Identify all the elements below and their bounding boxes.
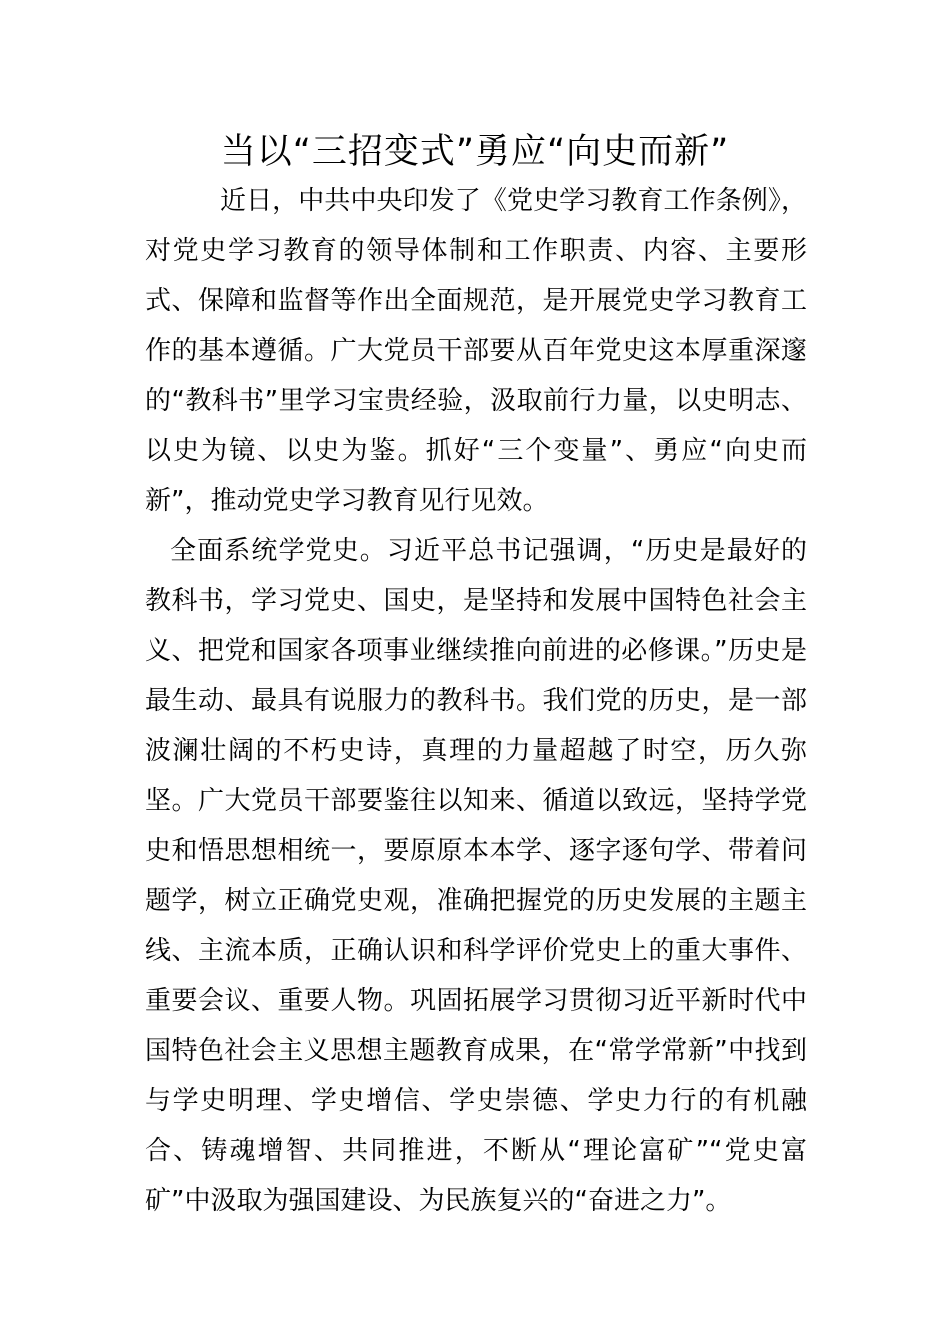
document-title: 当以“三招变式”勇应“向史而新” xyxy=(220,132,730,172)
document-body xyxy=(145,176,807,1226)
paragraph-intro: 近日，中共中央印发了《党史学习教育工作条例》，对党史学习教育的领导体制和工作职责、内容、主要形式、保障和监督等作出全面规范，是开展党史学习教育工作的基本遵循。广大党员干部要从百年党史这本厚重深邃的“教科书”里学习宝贵经验，汲取前行力量，以史明志、以史为镜、以史为鉴。抓好“三个变量”、勇应“向史而新”，推动党史学习教育见行见效。 xyxy=(145,186,807,516)
paragraph-study-party-history: 全面系统学党史。习近平总书记强调，“历史是最好的教科书，学习党史、国史，是坚持和发展中国特色社会主义、把党和国家各项事业继续推向前进的必修课。”历史是最生动、最具有说服力的教科书。我们党的历史，是一部波澜壮阔的不朽史诗，真理的力量超越了时空，历久弥坚。广大党员干部要鉴往以知来、循道以致远，坚持学党史和悟思想相统一，要原原本本学、逐字逐句学、带着问题学，树立正确党史观，准确把握党的历史发展的主题主线、主流本质，正确认识和科学评价党史上的重大事件、重要会议、重要人物。巩固拓展学习贯彻习近平新时代中国特色社会主义思想主题教育成果，在“常学常新”中找到与学史明理、学史增信、学史崇德、学史力行的有机融合、铸魂增智、共同推进，不断从“理论富矿”“党史富矿”中汲取为强国建设、为民族复兴的“奋进之力”。 xyxy=(145,536,807,1216)
